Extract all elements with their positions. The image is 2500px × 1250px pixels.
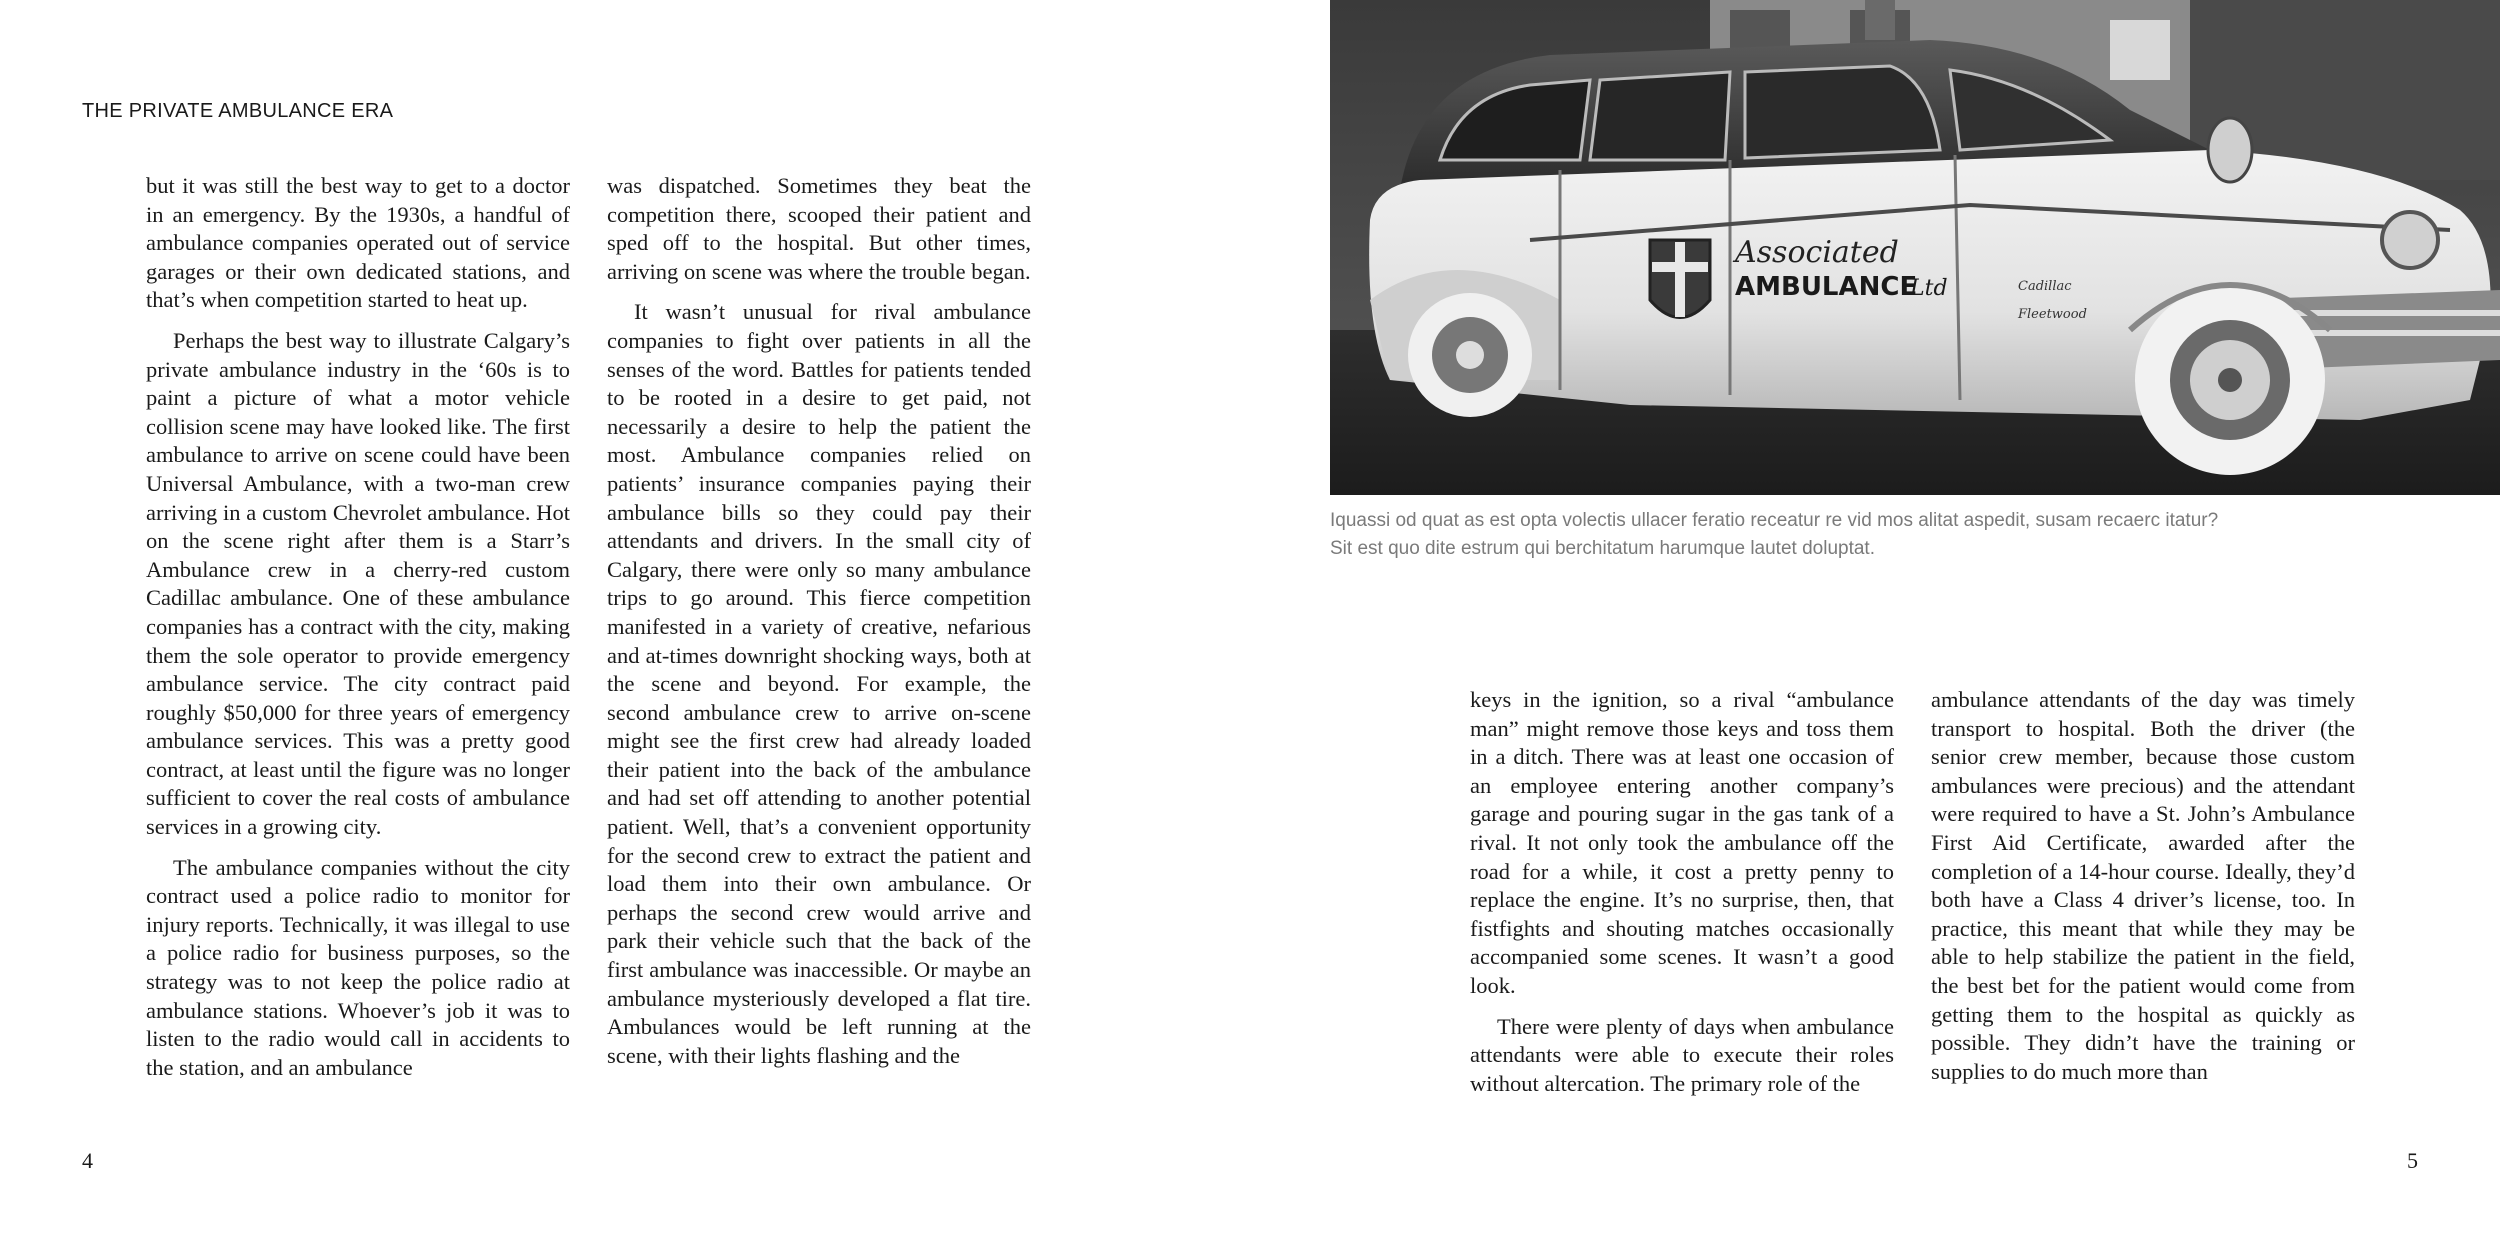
right-page (1250, 0, 2500, 1250)
vehicle-badge-2: Fleetwood (2018, 307, 2087, 322)
vehicle-block-text: AMBULANCE (1735, 272, 1918, 302)
caption-line: Sit est quo dite estrum qui berchitatum harumque lautet doluptat. (1330, 538, 1875, 559)
paragraph: was dispatched. Sometimes they beat the competition there, scooped their patient and sped off to the hospital. But other times, arriving on scene was where the trouble began. (607, 173, 1031, 284)
page-number-left: 4 (82, 1148, 93, 1173)
paragraph: but it was still the best way to get to a doctor in an emergency. By the 1930s, a handful of ambulance companies operated out of service garages or their own dedicated stations, and that’s when competition started to heat up. (146, 173, 570, 313)
photo-caption (1330, 507, 2430, 563)
left-column-1 (146, 172, 570, 1082)
ambulance-photo (1330, 0, 2500, 495)
paragraph: Perhaps the best way to illustrate Calgary’s private ambulance industry in the ‘60s is to paint a picture of what a motor vehicle collision scene may have looked like. The first ambulance to arrive on scene could have been Universal Ambulance, with a two-man crew arriving in a custom Chevrolet ambulance. Hot on the scene right after them is a Starr’s Ambulance crew in a cherry-red custom Cadillac ambulance. One of these ambulance companies has a contract with the city, making them the sole operator to provide emergency ambulance service. The city contract paid roughly $50,000 for three years of emergency ambulance services. This was a pretty good contract, at least until the figure was no longer sufficient to cover the real costs of ambulance services in a growing city. (146, 327, 570, 840)
vehicle-ltd-text: Ltd (1910, 276, 1948, 301)
paragraph: The ambulance companies without the city contract used a police radio to monitor for injury reports. Technically, it was illegal to use a police radio for business purposes, so the strategy was to not keep the police radio at ambulance stations. Whoever’s job it was to listen to the radio would call in accidents to the station, and an ambulance (146, 854, 570, 1080)
vehicle-badge-1: Cadillac (2018, 279, 2072, 294)
right-column-2 (1931, 686, 2355, 1086)
ambulance-illustration (1330, 0, 2500, 495)
vehicle-script-text: Associated (1735, 235, 1899, 270)
right-column-1 (1470, 686, 1894, 1098)
page-number-right: 5 (2407, 1148, 2418, 1173)
paragraph: There were plenty of days when ambulance attendants were able to execute their roles without altercation. The primary role of the (1470, 1013, 1894, 1096)
left-column-2 (607, 172, 1031, 1070)
paragraph: keys in the ignition, so a rival “ambulance man” might remove those keys and toss them in a ditch. There was at least one occasion of an employee entering another company’s garage and pouring sugar in the gas tank of a rival. It not only took the ambulance off the road for a while, it cost a pretty penny to replace the engine. It’s no surprise, then, that fistfights and shouting matches occasionally accompanied some scenes. It wasn’t a good look. (1470, 687, 1894, 998)
paragraph: ambulance attendants of the day was timely transport to hospital. Both the driver (the senior crew member, because those custom ambulances were precious) and the attendant were required to have a St. John’s Ambulance First Aid Certificate, awarded after the completion of a 14-hour course. Ideally, they’d both have a Class 4 driver’s license, too. In practice, this meant that while they may be able to help stabilize the patient in the field, the best bet for the patient would come from getting them to the hospital as quickly as possible. They didn’t have the training or supplies to do much more than (1931, 687, 2355, 1084)
running-head: THE PRIVATE AMBULANCE ERA (82, 100, 394, 122)
paragraph: It wasn’t unusual for rival ambulance companies to fight over patients in all the senses of the word. Battles for patients tended to be rooted in a desire to get paid, not necessarily a desire to help the patient the most. Ambulance companies relied on patients’ insurance companies paying their ambulance bills so they could pay their attendants and drivers. In the small city of Calgary, there were only so many ambulance trips to go around. This fierce competition manifested in a variety of creative, nefarious and at-times downright shocking ways, both at the scene and beyond. For example, the second ambulance crew to arrive on-scene might see the first crew had already loaded their patient into the back of the ambulance and had set off attending to another potential patient. Well, that’s a convenient opportunity for the second crew to extract the patient and load them into their own ambulance. Or perhaps the second crew would arrive and park their vehicle such that the back of the first ambulance was inaccessible. Or maybe an ambulance mysteriously developed a flat tire. Ambulances would be left running at the scene, with their lights flashing and the (607, 299, 1031, 1068)
caption-line: Iquassi od quat as est opta volectis ullacer feratio receatur re vid mos alitat aspedit, susam recaerc itatur? (1330, 510, 2219, 531)
